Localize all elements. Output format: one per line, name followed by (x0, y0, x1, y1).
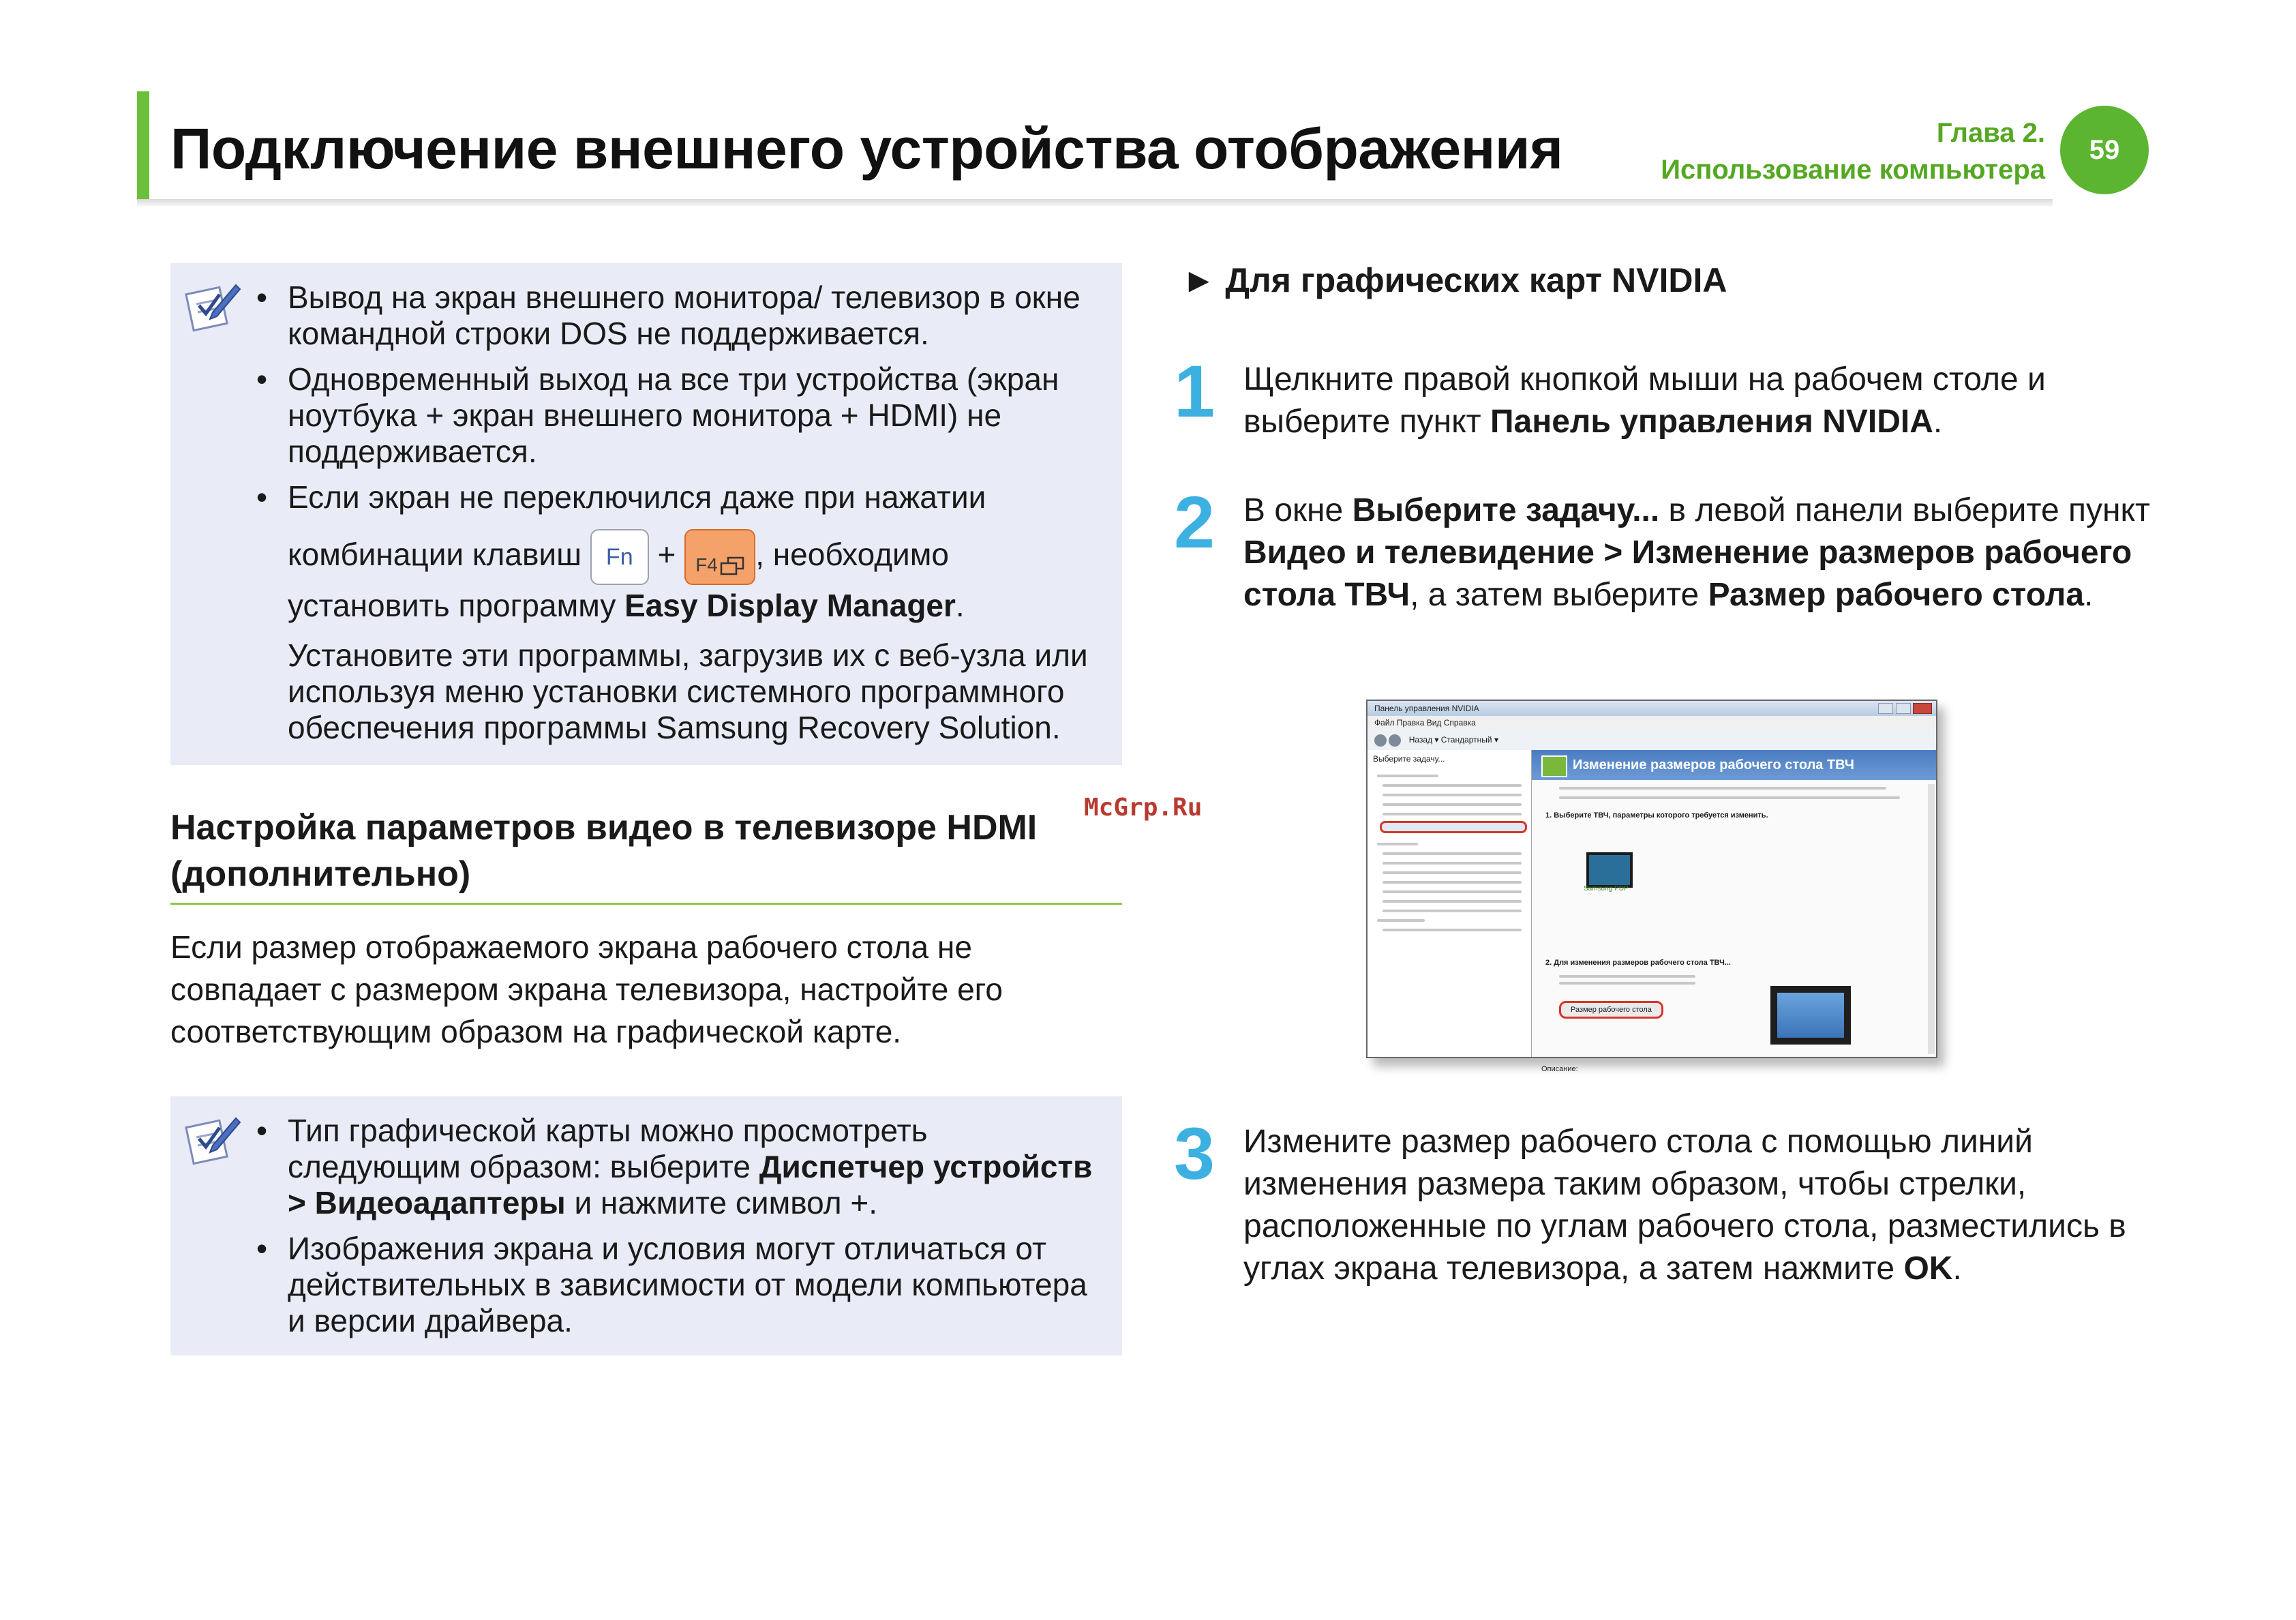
f4-key: F4 (684, 529, 755, 585)
list-item: • Тип графической карты можно просмотреть следующим образом: выберите Диспетчер устройств > Видеоадаптеры и нажмите символ +. (256, 1113, 1093, 1220)
install-note: Установите эти программы, загрузив их с веб-узла или используя меню установки системного программного обеспечения программы Samsung Recovery Solution. (288, 638, 1088, 745)
scrollbar[interactable] (1928, 784, 1935, 1054)
section-divider (170, 903, 1122, 905)
list-item: • Если экран не переключился даже при нажатии комбинации клавиш Fn + F4 , необходимо установить программу Easy Display Manager. Установите эти программы, загрузив их с веб-узла или используя меню установки системного программного обеспечения программы Samsung Recovery Solution. (252, 479, 1102, 746)
nvidia-control-panel-screenshot (1366, 700, 1937, 1073)
highlighted-task[interactable] (1380, 821, 1527, 833)
page-number-badge: 59 (2060, 106, 2149, 194)
menu-bar[interactable]: Файл Правка Вид Справка (1368, 716, 1936, 730)
note-pencil-icon (185, 1111, 243, 1166)
list-item: • Изображения экрана и условия могут отличаться от действительных в зависимости от модели компьютера и версии драйвера. (256, 1231, 1087, 1338)
note-pencil-icon (185, 278, 243, 333)
section-body: Если размер отображаемого экрана рабочего стола не совпадает с размером экрана телевизора, настройте его соответствующим образом на графической карте. (170, 929, 1003, 1049)
nvidia-heading: ► Для графических карт NVIDIA (1182, 261, 1727, 299)
header-divider (137, 199, 2053, 206)
step-1-text: Щелкните правой кнопкой мыши на рабочем столе и выберите пункт Панель управления NVIDIA. (1243, 361, 2046, 440)
step-2-text: В окне Выберите задачу... в левой панели выберите пункт Видео и телевидение > Изменение размеров рабочего стола ТВЧ, а затем выберите Размер рабочего стола. (1243, 492, 2150, 613)
step-1-number: 1 (1174, 350, 1215, 432)
list-item: • Вывод на экран внешнего монитора/ телевизор в окне командной строки DOS не поддерживается. (256, 280, 1081, 351)
minimize-button[interactable] (1878, 703, 1893, 714)
section-heading: Настройка параметров видео в телевизоре HDMI (дополнительно) (170, 808, 1038, 894)
task-content-panel: Изменение размеров рабочего стола ТВЧ 1. Выберите ТВЧ, параметры которого требуется изменить. Samsung PDP 2. Для изменения размеров рабочего стола ТВЧ... Размер рабочего стола Описание: (1532, 750, 1936, 1057)
fn-key: Fn (590, 529, 649, 585)
step-3-text: Измените размер рабочего стола с помощью линий изменения размера таким образом, чтобы стрелки, расположенные по углам рабочего стола, разместились в углах экрана телевизора, а затем нажмите OK. (1243, 1124, 2126, 1287)
note-box-2 (170, 1096, 1122, 1355)
page-title: Подключение внешнего устройства отображения (170, 117, 1563, 181)
tv-icon[interactable] (1586, 852, 1633, 888)
watermark: McGrp.Ru (1084, 794, 1203, 822)
chapter-label (1661, 115, 2045, 188)
note1-list (252, 280, 1102, 746)
chapter-number: Глава 2. (1936, 118, 2045, 148)
desktop-size-button[interactable]: Размер рабочего стола (1559, 1001, 1663, 1019)
close-button[interactable] (1913, 703, 1932, 714)
task-banner: Изменение размеров рабочего стола ТВЧ (1532, 750, 1936, 780)
nvidia-task-icon (1541, 755, 1567, 777)
header-accent-bar (137, 91, 149, 205)
window-titlebar: Панель управления NVIDIA (1368, 701, 1936, 716)
chapter-title: Использование компьютера (1661, 155, 2045, 185)
toolbar: Назад ▾ Стандартный ▾ (1368, 730, 1936, 751)
list-item: • Одновременный выход на все три устройства (экран ноутбука + экран внешнего монитора + HDMI) не поддерживается. (256, 361, 1059, 469)
back-icon[interactable] (1374, 734, 1387, 747)
forward-icon[interactable] (1389, 734, 1401, 747)
note2-list (252, 1113, 1102, 1349)
task-tree-panel: Выберите задачу... (1368, 750, 1532, 1057)
step-2-number: 2 (1174, 481, 1215, 563)
display-switch-icon (720, 556, 744, 577)
step-3-number: 3 (1174, 1112, 1215, 1195)
tv-preview (1770, 986, 1851, 1045)
note-box-1 (170, 263, 1122, 765)
maximize-button[interactable] (1896, 703, 1911, 714)
